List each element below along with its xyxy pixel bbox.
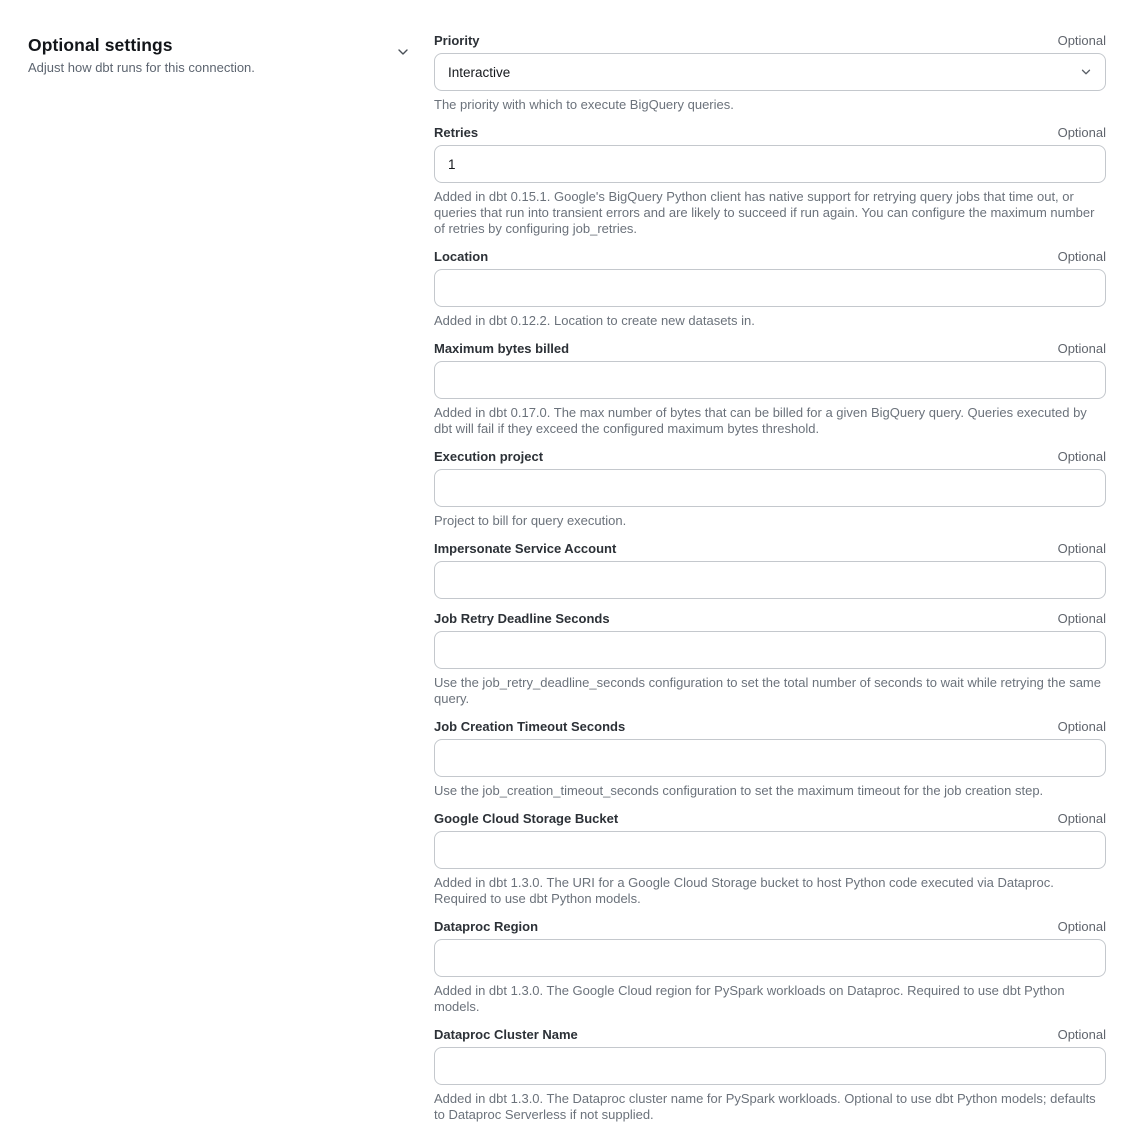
job-retry-deadline-seconds-input[interactable]	[434, 631, 1106, 669]
chevron-down-icon	[1080, 66, 1092, 78]
optional-badge: Optional	[1057, 449, 1106, 464]
field-label: Retries	[434, 125, 479, 140]
field-maximum-bytes-billed	[434, 341, 1106, 437]
google-cloud-storage-bucket-input[interactable]	[434, 831, 1106, 869]
dataproc-cluster-name-input[interactable]	[434, 1047, 1106, 1085]
optional-badge: Optional	[1057, 611, 1106, 626]
field-label: Maximum bytes billed	[434, 341, 570, 356]
field-label: Dataproc Cluster Name	[434, 1027, 578, 1042]
field-help: Added in dbt 1.3.0. The Dataproc cluster name for PySpark workloads. Optional to use dbt Python models; defaults to Dataproc Serverless if not supplied.	[434, 1091, 1096, 1122]
location-input[interactable]	[434, 269, 1106, 307]
job-creation-timeout-seconds-input[interactable]	[434, 739, 1106, 777]
retries-input[interactable]	[434, 145, 1106, 183]
page-title: Optional settings	[28, 35, 173, 55]
field-help: Use the job_retry_deadline_seconds configuration to set the total number of seconds to wait while retrying the same query.	[434, 675, 1101, 706]
priority-select[interactable]	[434, 53, 1106, 91]
field-help: Added in dbt 0.15.1. Google's BigQuery Python client has native support for retrying query jobs that time out, or queries that run into transient errors and are likely to succeed if run again. You can configure the maximum number of retries by configuring job_retries.	[434, 189, 1095, 236]
chevron-down-icon	[396, 47, 410, 62]
dataproc-region-input[interactable]	[434, 939, 1106, 977]
section-collapse-button[interactable]	[394, 43, 412, 61]
page-subtitle: Adjust how dbt runs for this connection.	[28, 60, 255, 75]
field-job-creation-timeout-seconds	[434, 719, 1106, 799]
field-help: Added in dbt 1.3.0. The URI for a Google Cloud Storage bucket to host Python code executed via Dataproc. Required to use dbt Python models.	[434, 875, 1054, 906]
field-label: Impersonate Service Account	[434, 541, 617, 556]
optional-badge: Optional	[1057, 541, 1106, 556]
impersonate-service-account-input[interactable]	[434, 561, 1106, 599]
field-label: Location	[434, 249, 489, 264]
field-label: Job Creation Timeout Seconds	[434, 719, 626, 734]
settings-form	[434, 33, 1106, 1135]
field-help: Added in dbt 1.3.0. The Google Cloud region for PySpark workloads on Dataproc. Required to use dbt Python models.	[434, 983, 1065, 1014]
field-execution-project	[434, 449, 1106, 529]
optional-badge: Optional	[1057, 249, 1106, 264]
field-help: The priority with which to execute BigQuery queries.	[434, 97, 734, 112]
field-dataproc-region	[434, 919, 1106, 1015]
field-priority	[434, 33, 1106, 113]
optional-badge: Optional	[1057, 719, 1106, 734]
field-label: Dataproc Region	[434, 919, 539, 934]
field-help: Added in dbt 0.17.0. The max number of bytes that can be billed for a given BigQuery query. Queries executed by dbt will fail if they exceed the configured maximum bytes threshold.	[434, 405, 1087, 436]
field-help: Added in dbt 0.12.2. Location to create new datasets in.	[434, 313, 755, 328]
section-header	[28, 33, 412, 76]
maximum-bytes-billed-input[interactable]	[434, 361, 1106, 399]
optional-badge: Optional	[1057, 125, 1106, 140]
optional-badge: Optional	[1057, 1027, 1106, 1042]
field-label: Execution project	[434, 449, 544, 464]
optional-badge: Optional	[1057, 341, 1106, 356]
optional-badge: Optional	[1057, 919, 1106, 934]
field-help: Use the job_creation_timeout_seconds configuration to set the maximum timeout for the job creation step.	[434, 783, 1044, 798]
priority-select-value: Interactive	[448, 64, 511, 80]
execution-project-input[interactable]	[434, 469, 1106, 507]
field-google-cloud-storage-bucket	[434, 811, 1106, 907]
field-dataproc-cluster-name	[434, 1027, 1106, 1123]
section-header-text	[28, 33, 255, 76]
field-label: Priority	[434, 33, 480, 48]
field-job-retry-deadline-seconds	[434, 611, 1106, 707]
field-impersonate-service-account	[434, 541, 1106, 599]
field-retries	[434, 125, 1106, 237]
field-label: Job Retry Deadline Seconds	[434, 611, 610, 626]
optional-badge: Optional	[1057, 33, 1106, 48]
field-location	[434, 249, 1106, 329]
optional-badge: Optional	[1057, 811, 1106, 826]
field-label: Google Cloud Storage Bucket	[434, 811, 619, 826]
field-help: Project to bill for query execution.	[434, 513, 627, 528]
